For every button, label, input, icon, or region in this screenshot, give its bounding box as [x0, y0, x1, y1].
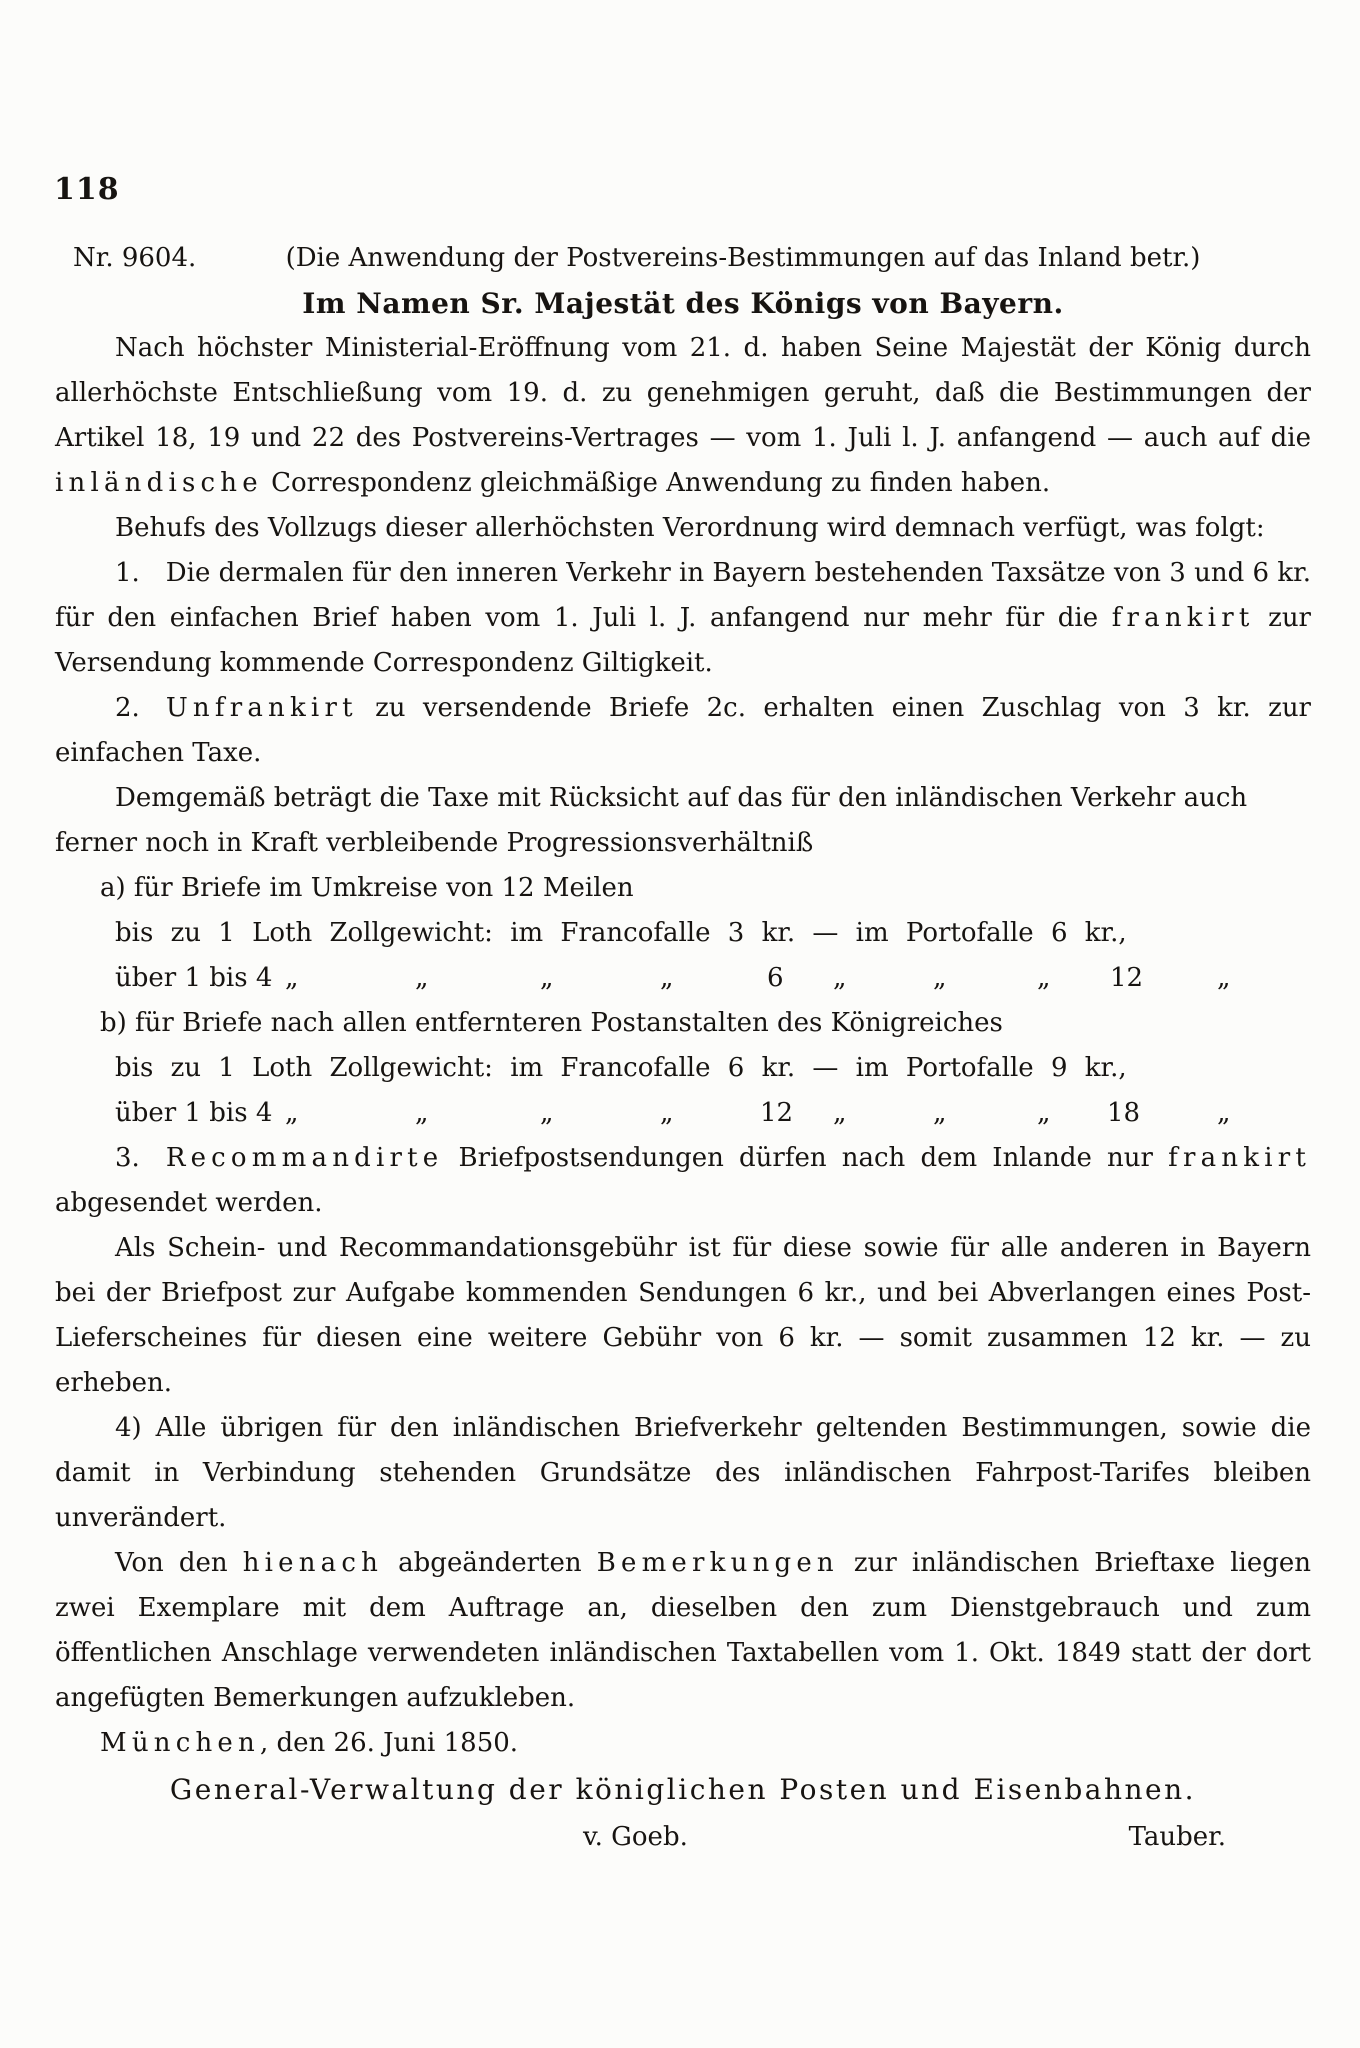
tariff-b-row-2 — [55, 1091, 1311, 1136]
ditto-mark: „ — [1037, 1098, 1051, 1128]
ditto-mark: „ — [660, 963, 674, 993]
text-run: Briefpostsendungen dürfen nach dem Inlande nur — [443, 1143, 1169, 1173]
text-run: abgeänderten — [383, 1548, 597, 1578]
text-run: Bemerkungen — [596, 1548, 839, 1578]
text-run: , den 26. Juni 1850. — [259, 1728, 519, 1758]
ditto-mark: „ — [933, 1098, 947, 1128]
signature-left: v. Goeb. — [583, 1822, 688, 1852]
text-run: 3. — [115, 1143, 166, 1173]
paragraph-item-3 — [55, 1136, 1311, 1226]
ditto-mark: „ — [833, 963, 847, 993]
ditto-mark: „ — [933, 963, 947, 993]
signature-right: Tauber. — [1128, 1822, 1226, 1852]
ditto-mark: „ — [1217, 1098, 1231, 1128]
text-run: Recommandirte — [165, 1143, 444, 1173]
paragraph-demgemaess: Demgemäß beträgt die Taxe mit Rücksicht auf das für den inländischen Verkehr auch ferner noch in Kraft verbleibende Progressionsverhältniß — [55, 783, 1248, 858]
tariff-a-heading: a) für Briefe im Umkreise von 12 Meilen — [100, 873, 634, 903]
ditto-mark: „ — [285, 963, 299, 993]
paragraph-item-4: 4) Alle übrigen für den inländischen Briefverkehr geltenden Bestimmungen, sowie die damit in Verbindung stehenden Grundsätze des inländischen Fahrpost-Tarifes bleiben unverändert. — [55, 1413, 1311, 1533]
text-run: frankirt — [1111, 603, 1255, 633]
tariff-value: 18 — [1107, 1098, 1141, 1128]
tariff-value: 12 — [1110, 963, 1144, 993]
text-run: zu versendende Briefe 2c. erhalten einen Zuschlag von 3 kr. zur einfachen Taxe. — [55, 693, 1311, 768]
ditto-mark: „ — [1037, 963, 1051, 993]
royal-heading: Im Namen Sr. Majestät des Königs von Bayern. — [302, 287, 1064, 320]
ditto-mark: „ — [540, 963, 554, 993]
tariff-b-heading: b) für Briefe nach allen entfernteren Postanstalten des Königreiches — [100, 1008, 1003, 1038]
document-subject: (Die Anwendung der Postvereins-Bestimmungen auf das Inland betr.) — [285, 243, 1201, 273]
dateline — [55, 1721, 1311, 1766]
ditto-mark: „ — [285, 1098, 299, 1128]
tariff-a-row-1: bis zu 1 Loth Zollgewicht: im Francofalle 3 kr. — im Portofalle 6 kr., — [115, 918, 1127, 948]
text-run: 1. Die dermalen für den inneren Verkehr in Bayern bestehenden Taxsätze von 3 und 6 kr. für den einfachen Brief haben vom 1. Juli l. J. anfangend nur mehr für die — [55, 558, 1311, 633]
tariff-a-row-2 — [55, 956, 1311, 1001]
text-run: Correspondenz gleichmäßige Anwendung zu finden haben. — [262, 468, 1051, 498]
tariff-row-label: über 1 bis 4 — [115, 963, 273, 993]
paragraph-intro — [55, 326, 1311, 506]
paragraph-item-1 — [55, 551, 1311, 686]
text-run: München — [100, 1728, 260, 1758]
text-run: zur inländischen Brieftaxe liegen zwei Exemplare mit dem Auftrage an, dieselben den zum Dienstgebrauch und zum öffentlichen Anschlage verwendeten inländischen Taxtabellen vom 1. Okt. 1849 statt der dort angefügten Bemerkungen aufzukleben. — [55, 1548, 1311, 1713]
tariff-value: 6 — [767, 963, 784, 993]
signature-row — [55, 1813, 1311, 1861]
text-run: Von den — [115, 1548, 243, 1578]
text-run: Unfrankirt — [165, 693, 358, 723]
text-run: zur Versendung kommende Correspondenz Giltigkeit. — [55, 603, 1311, 678]
text-run: 2. — [115, 693, 166, 723]
ditto-mark: „ — [1217, 963, 1231, 993]
tariff-value: 12 — [760, 1098, 794, 1128]
paragraph-behufs: Behufs des Vollzugs dieser allerhöchsten Verordnung wird demnach verfügt, was folgt: — [115, 513, 1265, 543]
page-number: 118 — [54, 172, 120, 207]
issuing-authority: General-Verwaltung der königlichen Posten und Eisenbahnen. — [169, 1773, 1197, 1806]
ditto-mark: „ — [415, 1098, 429, 1128]
paragraph-fees: Als Schein- und Recommandationsgebühr ist für diese sowie für alle anderen in Bayern bei der Briefpost zur Aufgabe kommenden Sendungen 6 kr., und bei Abverlangen eines Post-Lieferscheines für diesen eine weitere Gebühr von 6 kr. — somit zusammen 12 kr. — zu erheben. — [55, 1233, 1311, 1398]
ditto-mark: „ — [833, 1098, 847, 1128]
ditto-mark: „ — [660, 1098, 674, 1128]
paragraph-notice — [55, 1541, 1311, 1721]
tariff-b-row-1: bis zu 1 Loth Zollgewicht: im Francofalle 6 kr. — im Portofalle 9 kr., — [115, 1053, 1127, 1083]
paragraph-item-2 — [55, 686, 1311, 776]
text-run: inländische — [55, 468, 263, 498]
text-run: hienach — [242, 1548, 384, 1578]
ditto-mark: „ — [415, 963, 429, 993]
text-run: Nach höchster Ministerial-Eröffnung vom 21. d. haben Seine Majestät der König durch allerhöchste Entschließung vom 19. d. zu genehmigen geruht, daß die Bestimmungen der Artikel 18, 19 und 22 des Postvereins-Vertrages — vom 1. Juli l. J. anfangend — auch auf die — [55, 333, 1311, 453]
text-run: abgesendet werden. — [55, 1188, 323, 1218]
text-run: frankirt — [1168, 1143, 1311, 1173]
tariff-row-label: über 1 bis 4 — [115, 1098, 273, 1128]
document-body — [55, 236, 1311, 1861]
ditto-mark: „ — [540, 1098, 554, 1128]
docket-row — [55, 236, 1311, 281]
document-ref-number: Nr. 9604. — [73, 243, 197, 273]
